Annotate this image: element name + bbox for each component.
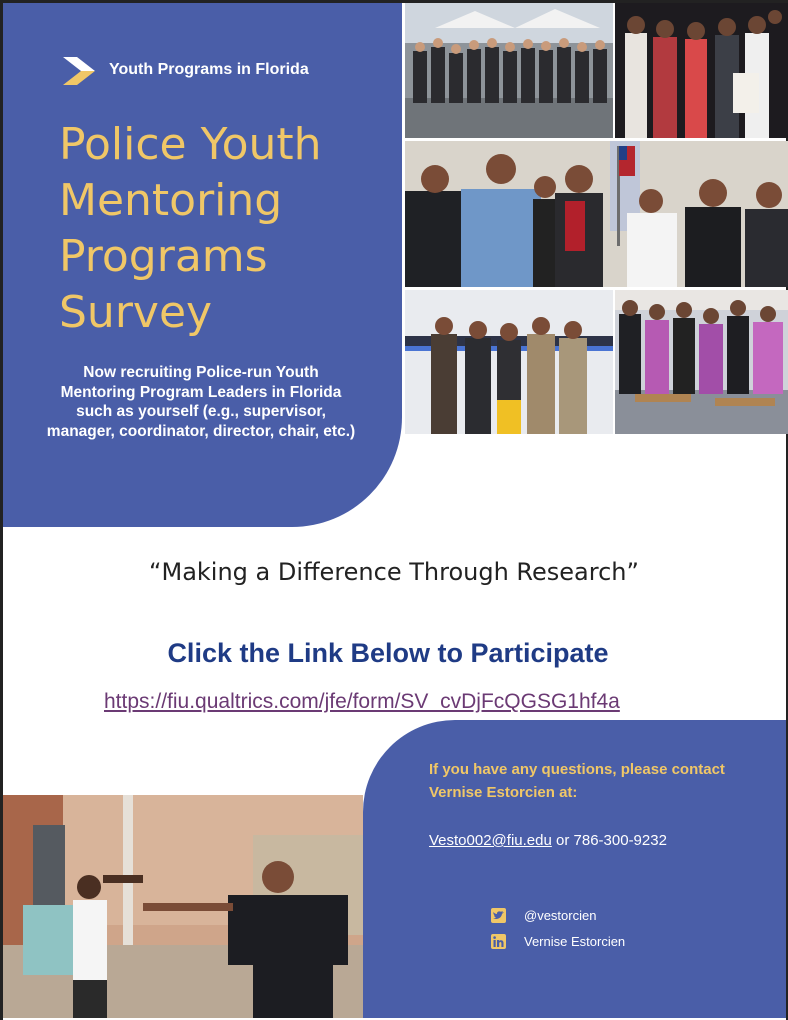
title-line: Survey [59,287,213,338]
officers-group-photo [405,290,613,434]
linkedin-row[interactable] [491,934,625,949]
contact-line [429,832,667,849]
linkedin-icon [491,934,506,949]
classroom-group-photo [615,290,788,434]
linkedin-name: Vernise Estorcien [524,934,626,949]
email-link[interactable]: Vesto002@fiu.edu [429,832,552,849]
hero-panel [3,3,402,527]
tagline-quote: “Making a Difference Through Research” [149,558,639,586]
org-name: Youth Programs in Florida [109,61,309,78]
twitter-icon [491,908,506,923]
event-crowd-photo [405,3,613,138]
officer-high-five-photo [3,795,363,1018]
officers-with-students-photo [405,141,788,287]
contact-question: If you have any questions, please contact Vernise Estorcien at: [429,761,725,801]
youth-group-photo [615,3,788,138]
twitter-handle: @vestorcien [524,908,597,923]
cta-heading: Click the Link Below to Participate [167,638,609,668]
twitter-handle-row[interactable] [491,908,596,923]
survey-link[interactable]: https://fiu.qualtrics.com/jfe/form/SV_cvDjFcQGSG1hf4a [104,690,620,713]
contact-panel [363,720,786,1018]
chevron-logo-icon [61,55,97,87]
page-title [59,117,399,341]
phone-number: 786-300-9232 [573,832,667,849]
title-line: Police Youth [59,119,322,170]
recruit-text: Now recruiting Police-run Youth Mentoring Program Leaders in Florida such as yourself (e.g., supervisor, manager, coordinator, director, chair, etc.) [46,364,356,440]
contact-joiner: or [556,832,570,849]
title-line: Programs [59,231,268,282]
title-line: Mentoring [59,175,283,226]
